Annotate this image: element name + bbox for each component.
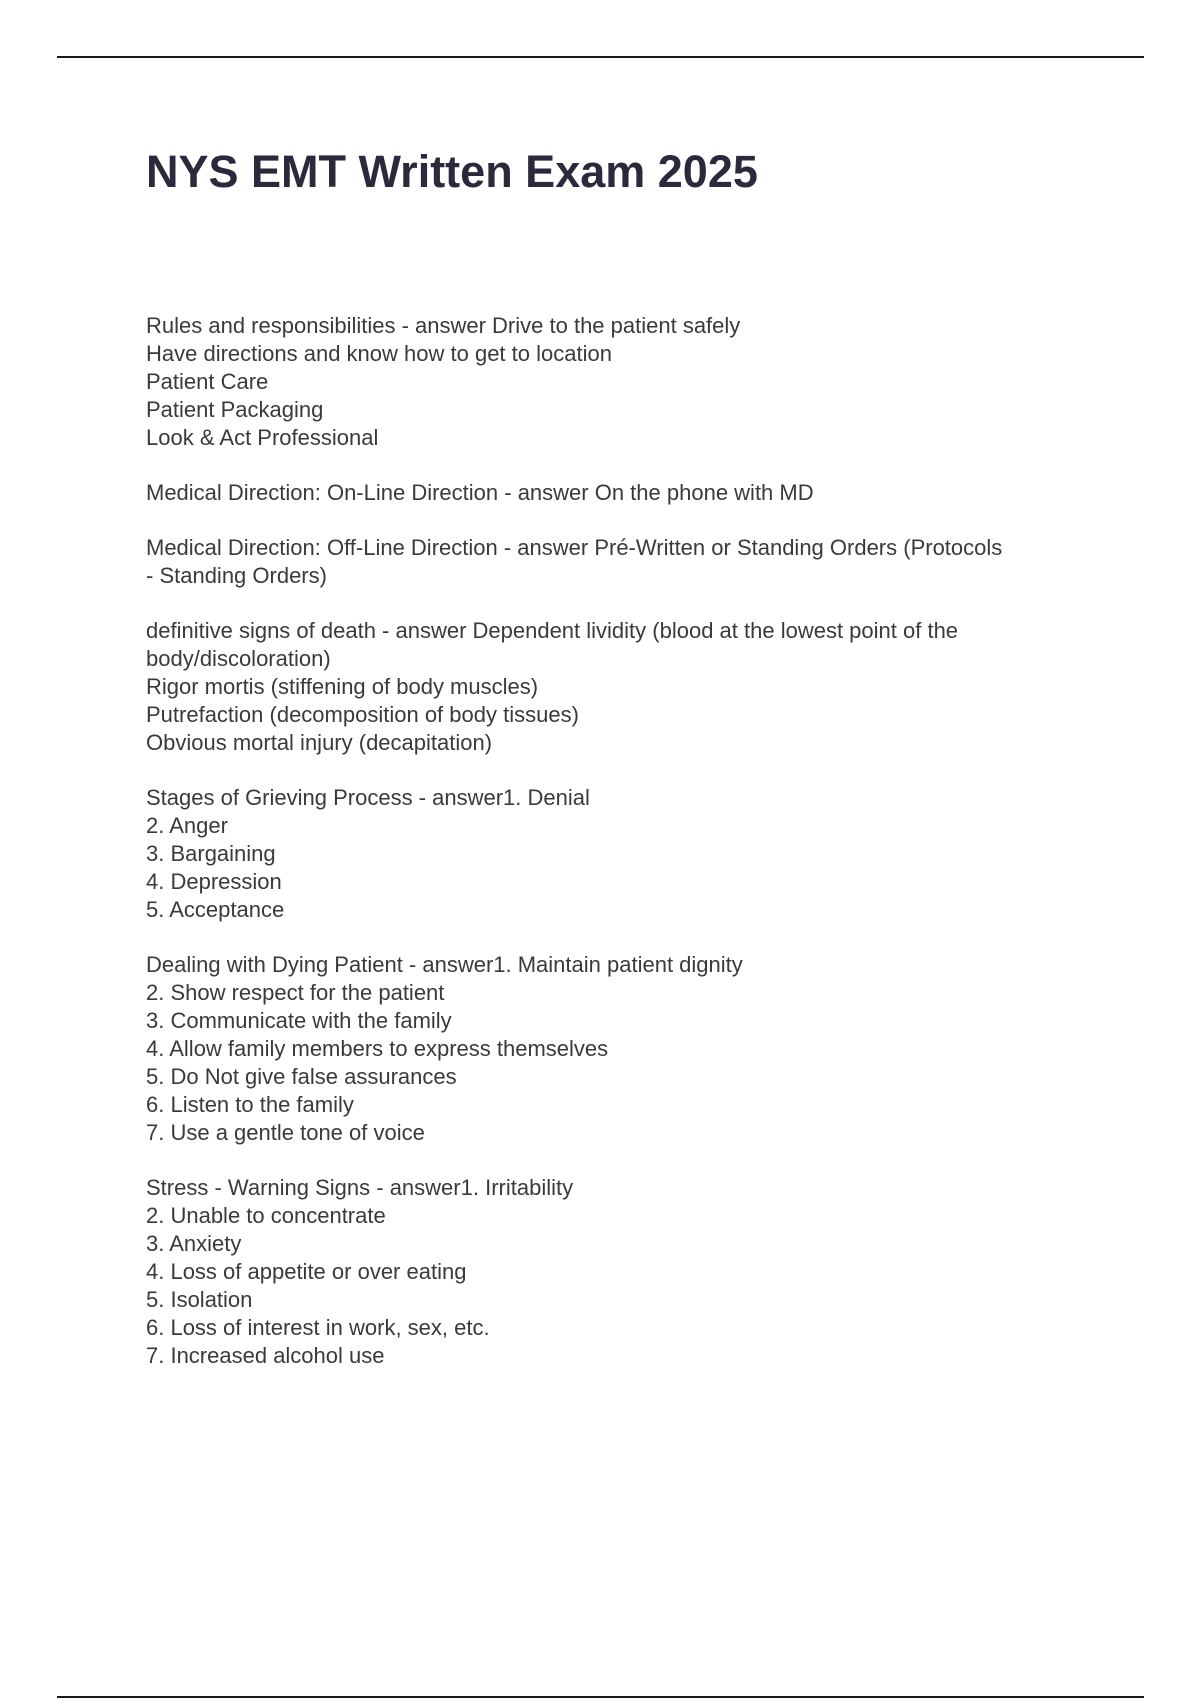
entry-line: Rigor mortis (stiffening of body muscles) <box>146 674 539 699</box>
entry-line: 3. Communicate with the family <box>146 1008 452 1033</box>
entry-line: 5. Do Not give false assurances <box>146 1064 457 1089</box>
entry-line: Look & Act Professional <box>146 425 379 450</box>
entry-line: 6. Listen to the family <box>146 1092 354 1117</box>
qa-entry <box>146 617 1096 757</box>
entry-line: 5. Isolation <box>146 1287 253 1312</box>
entry-line: Patient Care <box>146 369 269 394</box>
top-rule <box>57 56 1144 58</box>
entry-line: 3. Bargaining <box>146 841 276 866</box>
entry-line: 4. Allow family members to express themselves <box>146 1036 609 1061</box>
document-content <box>146 312 1096 1397</box>
entry-line: 4. Loss of appetite or over eating <box>146 1259 467 1284</box>
qa-entry <box>146 951 1096 1147</box>
entry-line: 3. Anxiety <box>146 1231 242 1256</box>
entry-line: 2. Unable to concentrate <box>146 1203 386 1228</box>
entry-line: Putrefaction (decomposition of body tissues) <box>146 702 579 727</box>
entry-line: 4. Depression <box>146 869 282 894</box>
entry-line: body/discoloration) <box>146 646 331 671</box>
qa-entry <box>146 312 1096 452</box>
entry-line: Stress - Warning Signs - answer1. Irritability <box>146 1175 574 1200</box>
entry-line: Patient Packaging <box>146 397 324 422</box>
entry-line: definitive signs of death - answer Dependent lividity (blood at the lowest point of the <box>146 618 959 643</box>
qa-entry <box>146 1174 1096 1370</box>
entry-line: Have directions and know how to get to location <box>146 341 612 366</box>
qa-entry <box>146 784 1096 924</box>
entry-line: Rules and responsibilities - answer Drive to the patient safely <box>146 313 741 338</box>
entry-line: Obvious mortal injury (decapitation) <box>146 730 493 755</box>
entry-line: Stages of Grieving Process - answer1. Denial <box>146 785 590 810</box>
entry-line: Medical Direction: Off-Line Direction - answer Pré-Written or Standing Orders (Protocols <box>146 535 1003 560</box>
entry-line: - Standing Orders) <box>146 563 327 588</box>
qa-entry <box>146 479 1096 507</box>
qa-entry <box>146 534 1096 590</box>
document-title: NYS EMT Written Exam 2025 <box>146 146 758 197</box>
entry-line: 6. Loss of interest in work, sex, etc. <box>146 1315 490 1340</box>
entry-line: 2. Show respect for the patient <box>146 980 445 1005</box>
entry-line: Medical Direction: On-Line Direction - answer On the phone with MD <box>146 480 814 505</box>
entry-line: 7. Use a gentle tone of voice <box>146 1120 425 1145</box>
entry-line: 7. Increased alcohol use <box>146 1343 385 1368</box>
entry-line: 2. Anger <box>146 813 228 838</box>
entry-line: Dealing with Dying Patient - answer1. Maintain patient dignity <box>146 952 743 977</box>
entry-line: 5. Acceptance <box>146 897 285 922</box>
bottom-rule <box>57 1696 1144 1698</box>
